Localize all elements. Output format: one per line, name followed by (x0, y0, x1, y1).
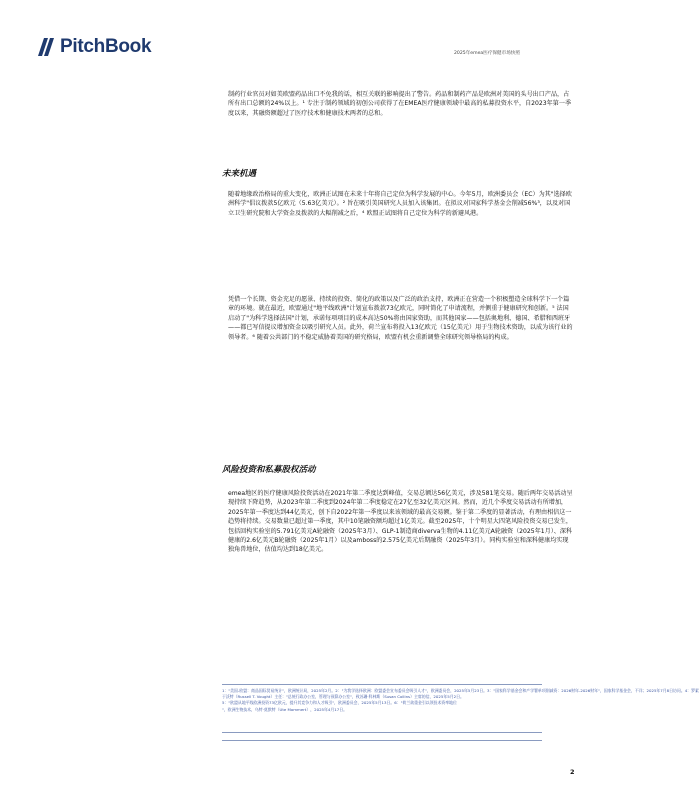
body-paragraph-2: 随着地缘政治格局的重大变化，欧洲正试图在未来十年将自己定位为科学发展的中心。今年5月，欧洲委员会（EC）为其"选择欧洲科学"倡议拨款5亿欧元（5.63亿美元）。² 旨在吸引美国研究人员加入该集团。在拟议对国家科学基金会削减56%³，以及对国立卫生研究院和大学资金及拨款的大幅削减之后，⁴ 欧盟正试图将自己定位为科学的新避风港。 (228, 191, 572, 217)
brand-name: PitchBook (60, 36, 152, 57)
footnote-divider (222, 732, 542, 733)
body-paragraph-4: emea地区的医疗健康风险投资活动在2021年第二季度达到峰值，交易总额达56亿美元，涉及581笔交易。随后两年交易活动呈现持续下降趋势，从2023年第二季度到2024年第二季度稳定在27亿至32亿美元区间。然而，近几个季度交易活动有所增加，2025年第一季度达到44亿美元，创下自2022年第一季度以来该领域的最高交易额。鉴于第二季度的显著活动，有理由相信这一趋势将持续。交易数量已超过第一季度，其中10笔融资额均超过1亿美元。截至2025年，十个明星大四笔风险投资交易已发生，包括回构实验室的5.791亿美元A轮融资（2025年3月）、GLP-1制造商diverva生物的4.11亿美元A轮融资（2025年1月）、深科健康的2.6亿美元B轮融资（2025年1月）以及amboss的2.575亿美元后期融资（2025年3月）。同构实验室和深科健康均实现独角兽地位，估值均达到18亿美元。 (228, 490, 573, 554)
section-heading-vc-pe: 风险投资和私募股权活动 (222, 465, 316, 475)
section-heading-future: 未来机遇 (222, 169, 257, 179)
footnote-line: "，欧洲生物技术，乌特·莫默特（Ute Mommert），2025年4月17日。 (222, 706, 348, 712)
footnote-divider (222, 740, 542, 741)
report-title: 2025年emea医疗保健市场快照 (454, 51, 520, 56)
body-paragraph-3: 凭借一个长期、资金充足的愿景、持续的投资、简化的政策以及广泛的政治支持，欧洲正在营造一个积极塑造全球科学下一个篇章的环境。就在最近，欧盟通过"地平线欧洲"计划宣布拨款73亿欧元，同时简化了申请流程，并侧重于健康研究和创新。⁵ 法国启动了"为科学选择法国"计划，承诺每项项目的成本高达50%将由国家资助，而其他国家——包括奥地利、德国、希腊和西班牙——都已写信提议增加资金以吸引研究人员。此外，荷兰宣布将投入13亿欧元（15亿美元）用于生物技术资助，以成为该行业的领导者。⁶ 随着公共部门的不稳定威胁着美国的研究格局，欧盟有机会重新调整全球研究领导格局的构成。 (228, 296, 573, 341)
footnote-line: 于沃特（Russell T. Vought）主任："总统行政办公室，管理与预算办公室"，致苏珊·科林斯（Susan Collins）主席的信，2025年5月2日。 (222, 694, 464, 700)
footnotes (222, 688, 699, 713)
pitchbook-logo-icon (34, 37, 56, 57)
body-paragraph-1: 制药行业官员对如美欧盟药品出口不免我的话，相互关联的影响提出了警告。药品和制药产品是欧洲对美国的头号出口产品，占所有出口总额的24%以上。¹ 专注于制药领域的初创公司获得了在EMEA医疗健康领域中最高的私募投资水平，自2023年第一季度以来，其融资额超过了医疗技术和健康技术两者的总和。 (228, 91, 572, 117)
footnote-divider (222, 684, 542, 685)
pitchbook-logo (34, 36, 151, 58)
page-number: 2 (570, 768, 575, 776)
footnote-line: 5："欧盟从地平线欧洲投资73亿欧元，提升其竞争力和人才吸引"，欧洲委员会，2025年5月13日。6："荷兰欲重金引以领投术资率地位 (222, 700, 457, 706)
footnote-line: 1："美国-欧盟：商品国际贸易统计"，欧洲统计局，2025年2月。2："为我学选择欧洲：欧盟委会宣布委员会吸引人才"，欧洲委员会，2025年5月23日。3："国家科学基金会和产学署单项削减资：2026财年-2026财年"，国家科学基金会，不详；2025年7月8日访问。4：罗素 (222, 688, 699, 693)
